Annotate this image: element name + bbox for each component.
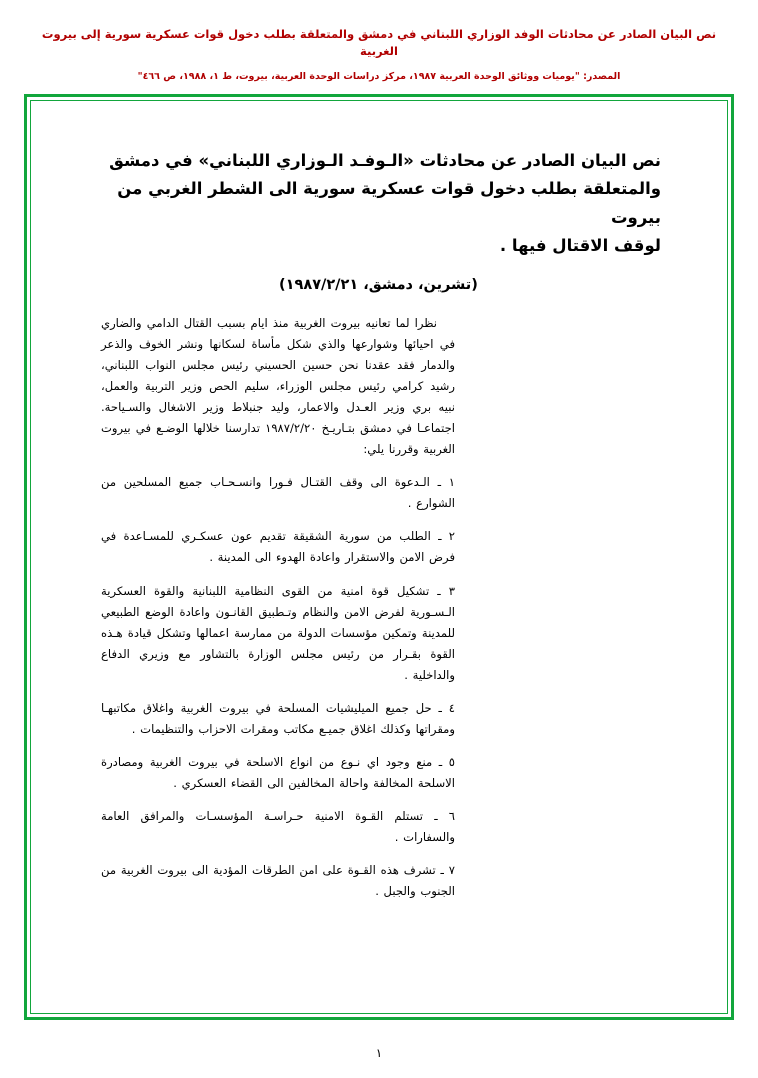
header-source: المصدر: "يوميات ووثائق الوحدة العربية ١٩٨٧، مركز دراسات الوحدة العربية، بيروت، ط ١، ١٩٨٨، ص ٤٦٦" — [137, 70, 621, 82]
paragraph-item-6: ٦ ـ تستلم القـوة الامنية حـراسـة المؤسسـات والمرافق العامة والسفارات . — [101, 809, 455, 845]
paragraph-item-4: ٤ ـ حل جميع الميليشيات المسلحة في بيروت الغربية واغلاق مكاتبهـا ومقراتها وكذلك اغلاق جميـع مكاتب ومقرات الاحزاب والتنظيمات . — [101, 701, 455, 737]
document-title — [83, 147, 675, 261]
paragraph-item-2: ٢ ـ الطلب من سورية الشقيقة تقديم عون عسكـري للمسـاعدة في فرض الامن والاستقرار واعادة الهدوء الى المدينة . — [101, 529, 455, 565]
document-dateline: (تشرين، دمشق، ١٩٨٧/٢/٢١) — [279, 276, 478, 293]
title-line-1: نص البيان الصادر عن محادثات «الـوفـد الـوزاري اللبناني» في دمشق — [109, 151, 661, 170]
paragraph-item-7: ٧ ـ تشرف هذه القـوة على امن الطرقات المؤدية الى بيروت الغربية من الجنوب والجبل . — [101, 862, 455, 898]
title-line-2: والمتعلقة بطلب دخول قوات عسكرية سورية الى الشطر الغربي من بيروت — [117, 179, 661, 227]
paragraph-item-3: ٣ ـ تشكيل قوة امنية من القوى النظامية اللبنانية والقوة العسكرية الـسـورية لفرض الامن والنظام وتـطبيق القانـون واعادة الوضع الطبيعي للمدينة وتمكين مؤسسات الدولة من ممارسة اعمالها وتشكل قيادة هـذه القوة بقـرار من رئيس مجلس الوزارة بالتشاور مع وزيري الدفاع والداخلية . — [101, 583, 455, 682]
green-border-frame — [24, 94, 734, 1020]
green-border-inner — [30, 100, 728, 1014]
paragraph-item-5: ٥ ـ منع وجود اي نـوع من انواع الاسلحة في بيروت الغربية ومصادرة الاسلحة المخالفة واحالة المخالفين الى القضاء العسكري . — [101, 755, 455, 791]
document-content — [31, 101, 727, 933]
paragraph-intro: نظرا لما تعانيه بيروت الغربية منذ ايام بسبب القتال الدامي والضاري في احيائها وشوارعها والذي شكل مأساة لسكانها ونشر الخوف والذعر والدمار فقد عقدنا نحن حسين الحسيني رئيس مجلس النواب اللبناني، رشيد كرامي رئيس مجلس الوزراء، سليم الحص وزير التربية والعمل، نبيه بري وزير العـدل والاعمار، وليد جنبلاط وزير الاشغال والسـياحة. اجتماعـا في دمشق بتـاريـخ ١٩٨٧/٢/٢٠ تدارسنا خلالها الوضـع في بيروت الغربية وقررنا يلي: — [101, 315, 455, 457]
document-header — [0, 0, 758, 84]
page-number: ١ — [375, 1046, 383, 1060]
title-line-3: لوقف الاقتال فيها . — [499, 236, 661, 256]
paragraph-item-1: ١ ـ الـدعوة الى وقف القتـال فـورا وانسـحـاب جميع المسلحين من الشوارع . — [101, 475, 455, 511]
header-title: نص البيان الصادر عن محادثات الوفد الوزاري اللبناني في دمشق والمتعلقة بطلب دخول قوات عسكرية سورية إلى بيروت الغربية — [41, 27, 717, 59]
document-body — [83, 313, 675, 902]
